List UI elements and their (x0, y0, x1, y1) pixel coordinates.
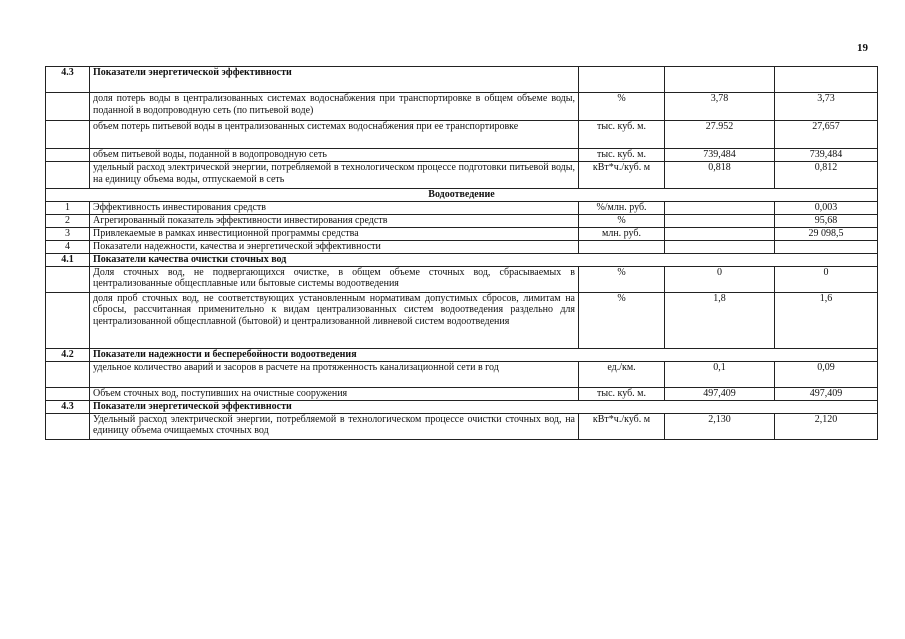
table-row (46, 266, 878, 292)
section-title: Показатели качества очистки сточных вод (90, 253, 878, 266)
indicator-text: Эффективность инвестирования средств (90, 201, 579, 214)
row-number: 2 (46, 214, 90, 227)
value-cell (665, 214, 775, 227)
table-row (46, 348, 878, 361)
indicator-text: Удельный расход электрической энергии, потребляемой в технологическом процессе очистки сточных вод, на единицу объема очищаемых сточных вод (90, 413, 579, 439)
value-cell (775, 240, 878, 253)
value-cell: 497,409 (665, 387, 775, 400)
table-row (46, 292, 878, 348)
unit-cell: % (579, 292, 665, 348)
value-cell: 0,1 (665, 361, 775, 387)
indicator-text: удельное количество аварий и засоров в расчете на протяженность канализационной сети в год (90, 361, 579, 387)
table-row (46, 121, 878, 149)
indicator-text: Показатели надежности, качества и энергетической эффективности (90, 240, 579, 253)
unit-cell (579, 240, 665, 253)
indicator-text: Доля сточных вод, не подвергающихся очистке, в общем объеме сточных вод, сбрасываемых в централизованные общесплавные или бытовые системы водоотведения (90, 266, 579, 292)
value-cell: 1,6 (775, 292, 878, 348)
value-cell: 2,130 (665, 413, 775, 439)
unit-cell: тыс. куб. м. (579, 387, 665, 400)
value-cell: 0 (665, 266, 775, 292)
value-cell: 739,484 (775, 149, 878, 162)
section-heading: Водоотведение (46, 189, 878, 202)
unit-cell: %/млн. руб. (579, 201, 665, 214)
table-row (46, 413, 878, 439)
unit-cell: тыс. куб. м. (579, 149, 665, 162)
value-cell: 0,003 (775, 201, 878, 214)
unit-cell: % (579, 93, 665, 121)
section-title: Показатели надежности и бесперебойности водоотведения (90, 348, 878, 361)
unit-cell: % (579, 266, 665, 292)
table-row (46, 387, 878, 400)
page-number: 19 (857, 42, 868, 54)
value-cell: 739,484 (665, 149, 775, 162)
indicator-text: Привлекаемые в рамках инвестиционной программы средства (90, 227, 579, 240)
value-cell: 27.952 (665, 121, 775, 149)
unit-cell: ед./км. (579, 361, 665, 387)
value-cell: 29 098,5 (775, 227, 878, 240)
unit-cell: кВт*ч./куб. м (579, 162, 665, 189)
table-row (46, 67, 878, 93)
table-row (46, 240, 878, 253)
unit-cell: млн. руб. (579, 227, 665, 240)
row-number: 4.3 (46, 67, 90, 93)
indicator-text: удельный расход электрической энергии, потребляемой в технологическом процессе подготовки питьевой воды, на единицу объема воды, отпускаемой в сеть (90, 162, 579, 189)
table-row (46, 189, 878, 202)
indicator-text: Агрегированный показатель эффективности инвестирования средств (90, 214, 579, 227)
row-number: 4.1 (46, 253, 90, 266)
table-row (46, 149, 878, 162)
value-cell (665, 227, 775, 240)
value-cell (665, 240, 775, 253)
section-title: Показатели энергетической эффективности (90, 400, 878, 413)
value-cell: 3,73 (775, 93, 878, 121)
indicator-text: доля потерь воды в централизованных системах водоснабжения при транспортировке в общем объеме воды, поданной в водопроводную сеть (по питьевой воде) (90, 93, 579, 121)
table-row (46, 400, 878, 413)
table-row (46, 361, 878, 387)
table-row (46, 201, 878, 214)
indicators-table (45, 66, 878, 440)
row-number: 4 (46, 240, 90, 253)
value-cell: 95,68 (775, 214, 878, 227)
unit-cell: кВт*ч./куб. м (579, 413, 665, 439)
value-cell: 497,409 (775, 387, 878, 400)
table-row (46, 93, 878, 121)
indicator-text: доля проб сточных вод, не соответствующих установленным нормативам допустимых сбросов, лимитам на сбросы, рассчитанная применительно к видам централизованных систем водоотведения раздельно для централизованной общесплавной (бытовой) и централизованной ливневой систем водоотведения (90, 292, 579, 348)
table-row (46, 253, 878, 266)
indicator-text: объем питьевой воды, поданной в водопроводную сеть (90, 149, 579, 162)
row-number: 4.2 (46, 348, 90, 361)
value-cell: 0 (775, 266, 878, 292)
value-cell: 0,09 (775, 361, 878, 387)
table-row (46, 227, 878, 240)
row-number: 3 (46, 227, 90, 240)
value-cell: 2,120 (775, 413, 878, 439)
table-row (46, 162, 878, 189)
section-title: Показатели энергетической эффективности (90, 67, 579, 93)
unit-cell: тыс. куб. м. (579, 121, 665, 149)
value-cell: 0,818 (665, 162, 775, 189)
unit-cell: % (579, 214, 665, 227)
value-cell (665, 201, 775, 214)
table-row (46, 214, 878, 227)
value-cell: 0,812 (775, 162, 878, 189)
value-cell: 1,8 (665, 292, 775, 348)
value-cell: 27,657 (775, 121, 878, 149)
indicator-text: Объем сточных вод, поступивших на очистные сооружения (90, 387, 579, 400)
row-number: 4.3 (46, 400, 90, 413)
row-number: 1 (46, 201, 90, 214)
value-cell: 3,78 (665, 93, 775, 121)
indicator-text: объем потерь питьевой воды в централизованных системах водоснабжения при ее транспортировке (90, 121, 579, 149)
